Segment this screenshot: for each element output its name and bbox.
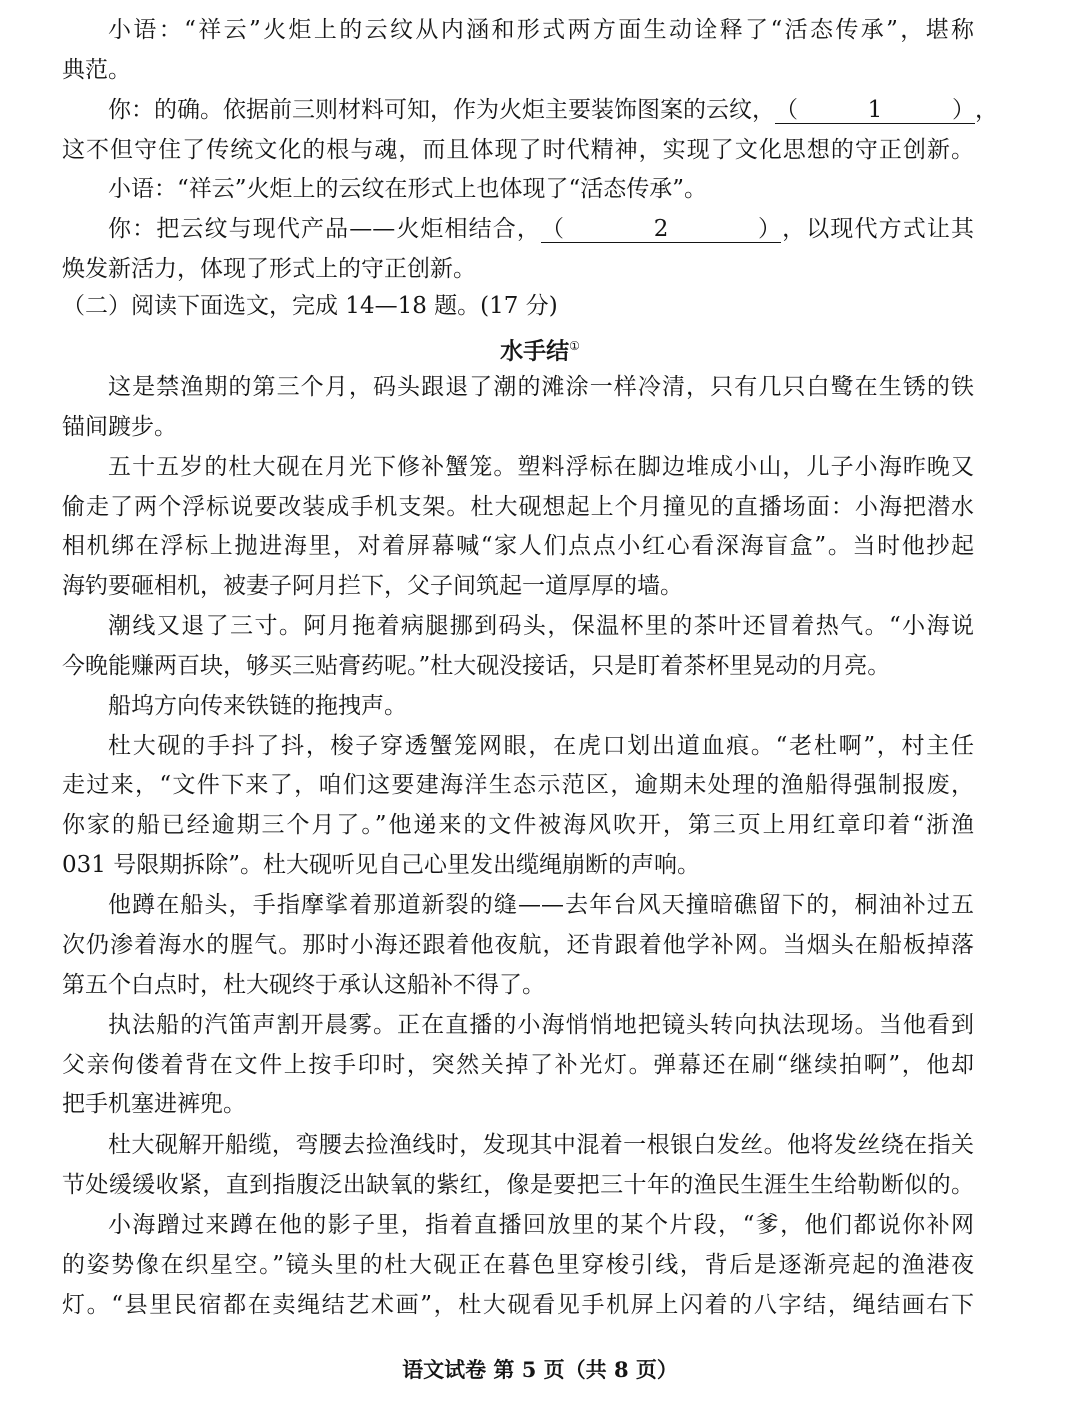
article-line: 灯。“县里民宿都在卖绳结艺术画”，杜大砚看见手机屏上闪着的八字结，绳结画右下 — [62, 1292, 974, 1318]
article-line: 潮线又退了三寸。阿月拖着病腿挪到码头，保温杯里的茶叶还冒着热气。“小海说 — [108, 613, 974, 639]
page-footer: 语文试卷 第 5 页（共 8 页） — [402, 1357, 678, 1382]
dialogue-line-6-prefix: 你：把云纹与现代产品——火炬相结合， — [108, 216, 542, 242]
article-line: 你家的船已经逾期三个月了。”他递来的文件被海风吹开，第三页上用红章印着“浙渔 — [62, 812, 974, 838]
dialogue-line-2: 典范。 — [62, 57, 131, 83]
dialogue-line-1: 小语：“祥云”火炬上的云纹从内涵和形式两方面生动诠释了“活态传承”，堪称 — [108, 17, 974, 43]
article-line: 的姿势像在织星空。”镜头里的杜大砚正在暮色里穿梭引线，背后是逐渐亮起的渔港夜 — [62, 1252, 974, 1278]
article-line: 锚间踱步。 — [62, 414, 177, 440]
article-title-text: 水手结 — [500, 338, 570, 365]
article-line: 把手机塞进裤兜。 — [62, 1091, 246, 1117]
answer-blank-1: （1） — [775, 97, 975, 123]
article-line: 第五个白点时，杜大砚终于承认这船补不得了。 — [62, 972, 545, 998]
article-line: 杜大砚的手抖了抖，梭子穿透蟹笼网眼，在虎口划出道血痕。“老杜啊”，村主任 — [108, 733, 974, 759]
dialogue-line-4: 这不但守住了传统文化的根与魂，而且体现了时代精神，实现了文化思想的守正创新。 — [62, 137, 974, 163]
article-line: 走过来，“文件下来了，咱们这要建海洋生态示范区，逾期未处理的渔船得强制报废， — [62, 772, 974, 798]
article-line: 执法船的汽笛声割开晨雾。正在直播的小海悄悄地把镜头转向执法现场。当他看到 — [108, 1012, 974, 1038]
article-line: 他蹲在船头，手指摩挲着那道新裂的缝——去年台风天撞暗礁留下的，桐油补过五 — [108, 892, 974, 918]
answer-blank-2: （2） — [541, 216, 782, 242]
article-line: 节处缓缓收紧，直到指腹泛出缺氧的紫红，像是要把三十年的渔民生涯生生给勒断似的。 — [62, 1172, 974, 1198]
article-line: 相机绑在浮标上抛进海里，对着屏幕喊“家人们点点小红心看深海盲盒”。当时他抄起 — [62, 533, 974, 559]
article-line: 父亲佝偻着背在文件上按手印时，突然关掉了补光灯。弹幕还在刷“继续拍啊”，他却 — [62, 1052, 974, 1078]
section-heading: （二）阅读下面选文，完成 14—18 题。(17 分) — [62, 293, 558, 319]
article-line: 海钓要砸相机，被妻子阿月拦下，父子间筑起一道厚厚的墙。 — [62, 573, 683, 599]
article-line: 今晚能赚两百块，够买三贴膏药呢。”杜大砚没接话，只是盯着茶杯里晃动的月亮。 — [62, 653, 891, 679]
article-line: 杜大砚解开船缆，弯腰去捡渔线时，发现其中混着一根银白发丝。他将发丝绕在指关 — [108, 1132, 974, 1158]
dialogue-line-7: 焕发新活力，体现了形式上的守正创新。 — [62, 256, 476, 282]
article-line: 小海蹭过来蹲在他的影子里，指着直播回放里的某个片段，“爹，他们都说你补网 — [108, 1212, 974, 1238]
dialogue-line-6 — [108, 214, 974, 244]
footnote-marker: ① — [569, 339, 580, 353]
article-line: 船坞方向传来铁链的拖拽声。 — [108, 693, 407, 719]
dialogue-line-6-suffix: ，以现代方式让其 — [781, 216, 975, 242]
article-line: 这是禁渔期的第三个月，码头跟退了潮的滩涂一样冷清，只有几只白鹭在生锈的铁 — [108, 374, 974, 400]
article-title — [0, 331, 1080, 367]
article-line: 次仍渗着海水的腥气。那时小海还跟着他夜航，还肯跟着他学补网。当烟头在船板掉落 — [62, 932, 974, 958]
dialogue-line-3-suffix: ， — [975, 97, 998, 123]
article-line: 偷走了两个浮标说要改装成手机支架。杜大砚想起上个月撞见的直播场面：小海把潜水 — [62, 494, 974, 520]
article-line: 031 号限期拆除”。杜大砚听见自己心里发出缆绳崩断的声响。 — [62, 852, 700, 878]
dialogue-line-5: 小语：“祥云”火炬上的云纹在形式上也体现了“活态传承”。 — [108, 176, 708, 202]
dialogue-line-3 — [108, 95, 998, 125]
dialogue-line-3-prefix: 你：的确。依据前三则材料可知，作为火炬主要装饰图案的云纹， — [108, 97, 775, 123]
article-line: 五十五岁的杜大砚在月光下修补蟹笼。塑料浮标在脚边堆成小山，儿子小海昨晚又 — [108, 454, 974, 480]
